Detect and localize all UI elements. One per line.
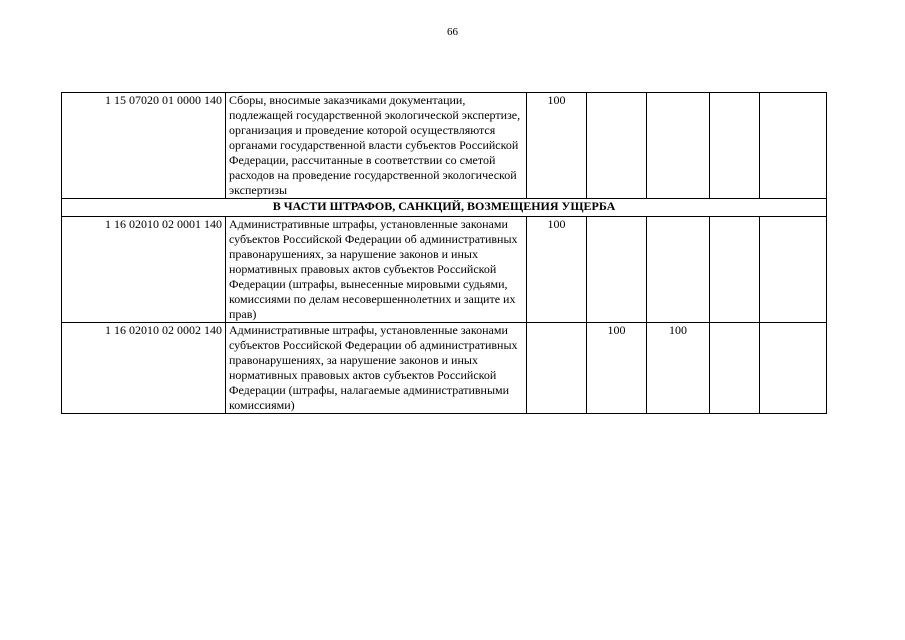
value-cell (527, 323, 587, 414)
value-cell (710, 323, 760, 414)
value-cell (710, 217, 760, 323)
value-cell: 100 (527, 217, 587, 323)
value-cell (587, 93, 647, 199)
value-cell: 100 (527, 93, 587, 199)
value-cell (647, 93, 710, 199)
table-row (62, 323, 827, 414)
value-cell (710, 93, 760, 199)
budget-code: 1 16 02010 02 0002 140 (62, 323, 226, 414)
value-cell: 100 (587, 323, 647, 414)
page-number: 66 (447, 26, 458, 38)
table-row (62, 217, 827, 323)
section-header-row (62, 199, 827, 217)
value-cell (760, 323, 827, 414)
table-row (62, 93, 827, 199)
value-cell (760, 217, 827, 323)
value-cell: 100 (647, 323, 710, 414)
budget-table (61, 92, 827, 414)
revenue-name: Административные штрафы, установленные законами субъектов Российской Федерации об административных правонарушениях, за нарушение законов и иных нормативных правовых актов субъектов Российской Федерации (штрафы, налагаемые административными комиссиями) (226, 323, 527, 414)
revenue-name: Сборы, вносимые заказчиками документации, подлежащей государственной экологической экспертизе, организация и проведение которой осуществляются органами государственной власти субъектов Российской Федерации, рассчитанные в соответствии со сметой расходов на проведение государственной экологической экспертизы (226, 93, 527, 199)
value-cell (647, 217, 710, 323)
value-cell (760, 93, 827, 199)
budget-code: 1 15 07020 01 0000 140 (62, 93, 226, 199)
section-title: В ЧАСТИ ШТРАФОВ, САНКЦИЙ, ВОЗМЕЩЕНИЯ УЩЕРБА (62, 199, 827, 217)
revenue-name: Административные штрафы, установленные законами субъектов Российской Федерации об административных правонарушениях, за нарушение законов и иных нормативных правовых актов субъектов Российской Федерации (штрафы, вынесенные мировыми судьями, комиссиями по делам несовершеннолетних и защите их прав) (226, 217, 527, 323)
value-cell (587, 217, 647, 323)
budget-code: 1 16 02010 02 0001 140 (62, 217, 226, 323)
